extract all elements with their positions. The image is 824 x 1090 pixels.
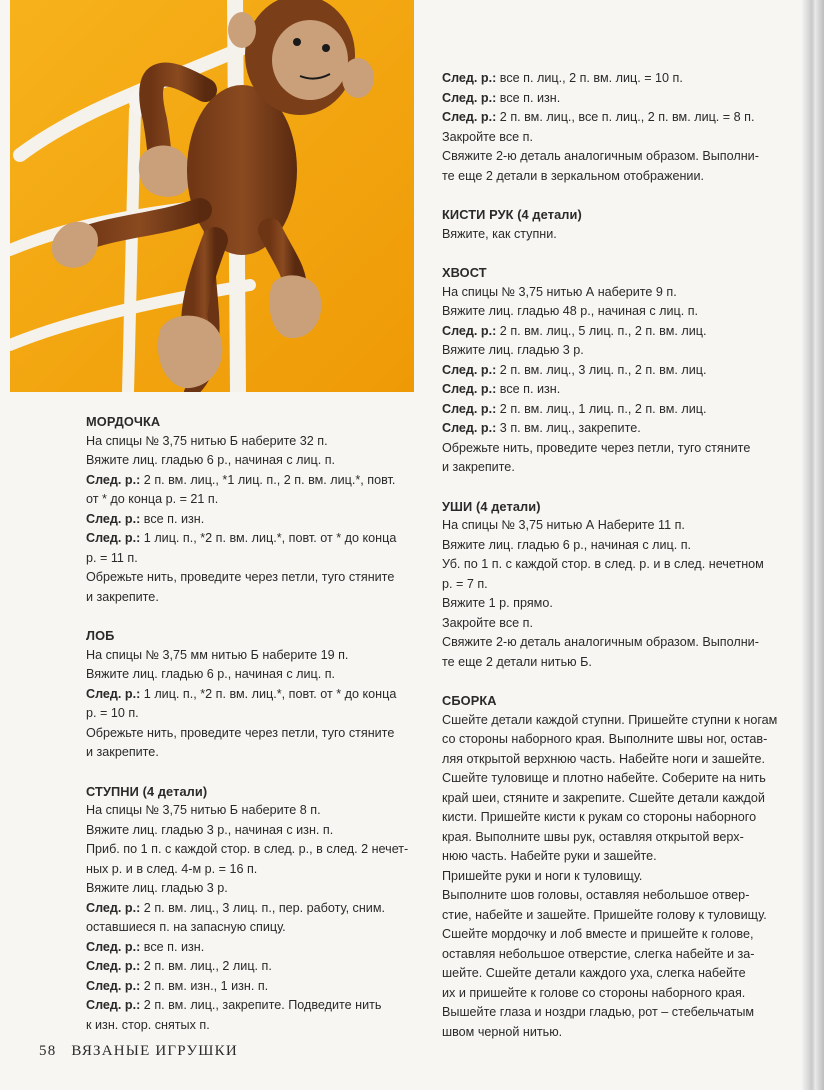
row-text: Свяжите 2-ю деталь аналогичным образом. Выполни- (442, 149, 759, 163)
row-text: р. = 10 п. (86, 706, 139, 720)
instruction-line (86, 432, 421, 452)
row-text: Закройте все п. (442, 129, 533, 144)
row-text: шейте. Сшейте детали каждого уха, слегка набейте (442, 966, 746, 980)
row-text: те еще 2 детали в зеркальном отображении. (442, 168, 704, 183)
row-text: На спицы № 3,75 нитью Б наберите 8 п. (86, 803, 321, 817)
instruction-line (86, 529, 421, 549)
row-text: Свяжите 2-ю деталь аналогичным образом. Выполни- (442, 635, 759, 649)
instruction-line (442, 653, 782, 673)
row-text: 2 п. вм. лиц., *1 лиц. п., 2 п. вм. лиц.*, повт. (140, 472, 396, 487)
row-text: ляя открытой верхнюю часть. Набейте ноги и зашейте. (442, 751, 765, 766)
instruction-line (86, 665, 421, 685)
instruction-line (442, 945, 782, 965)
row-text: со стороны наборного края. Выполните швы ног, остав- (442, 732, 768, 746)
row-text: 2 п. вм. лиц., все п. лиц., 2 п. вм. лиц. = 8 п. (496, 110, 755, 124)
row-text: 1 лиц. п., *2 п. вм. лиц.*, повт. от * до конца (140, 531, 397, 545)
row-text: кисти. Пришейте кисти к рукам со стороны наборного (442, 810, 757, 824)
instruction-line (442, 925, 782, 945)
row-text: Приб. по 1 п. с каждой стор. в след. р., в след. 2 нечет- (86, 842, 409, 856)
row-text: Вяжите 1 р. прямо. (442, 596, 553, 610)
section-heading: КИСТИ РУК (4 детали) (442, 207, 582, 222)
instruction-line (442, 167, 782, 187)
instruction-line (86, 510, 421, 530)
instruction-line (442, 322, 782, 342)
instruction-line (86, 588, 421, 608)
row-label: След. р.: (442, 382, 497, 396)
instruction-line (86, 568, 421, 588)
row-text: от * до конца р. = 21 п. (86, 492, 219, 506)
row-text: Вяжите лиц. гладью 3 р., начиная с изн. п. (86, 822, 334, 837)
row-text: Вяжите, как ступни. (442, 226, 557, 241)
row-text: все п. изн. (140, 511, 205, 526)
instruction-line (442, 964, 782, 984)
row-text: Закройте все п. (442, 615, 533, 630)
row-label: След. р.: (86, 531, 141, 545)
row-text: те еще 2 детали нитью Б. (442, 654, 592, 669)
instruction-line (442, 867, 782, 887)
section-heading: ЛОБ (86, 628, 115, 643)
row-text: швом черной нитью. (442, 1024, 563, 1039)
row-text: 3 п. вм. лиц., закрепите. (496, 421, 641, 435)
instruction-line (442, 419, 782, 439)
row-text: к изн. стор. снятых п. (86, 1017, 210, 1032)
row-text: На спицы № 3,75 нитью А наберите 9 п. (442, 284, 677, 299)
instruction-line (86, 938, 421, 958)
row-text: Обрежьте нить, проведите через петли, туго стяните (86, 570, 395, 584)
instruction-line (442, 614, 782, 634)
instruction-line (442, 283, 782, 303)
row-text: стие, набейте и зашейте. Пришейте голову к туловищу. (442, 907, 767, 922)
row-text: Вяжите лиц. гладью 6 р., начиная с лиц. п. (442, 537, 692, 552)
row-text: 2 п. вм. лиц., закрепите. Подведите нить (140, 998, 382, 1012)
instruction-line (86, 646, 421, 666)
instruction-section (442, 691, 782, 1042)
row-text: Обрежьте нить, проведите через петли, туго стяните (86, 725, 395, 740)
instruction-section (442, 497, 782, 673)
instruction-line (442, 147, 782, 167)
instruction-line (442, 789, 782, 809)
row-text: оставшиеся п. на запасную спицу. (86, 920, 286, 934)
instruction-section (442, 69, 782, 186)
instruction-line (442, 750, 782, 770)
row-label: След. р.: (86, 998, 141, 1012)
row-label: След. р.: (86, 472, 141, 487)
row-text: Сшейте мордочку и лоб вместе и пришейте к голове, (442, 927, 754, 941)
instruction-section (442, 263, 782, 478)
row-label: След. р.: (442, 110, 497, 124)
row-text: Вяжите лиц. гладью 6 р., начиная с лиц. п. (86, 667, 336, 681)
row-text: На спицы № 3,75 нитью А Наберите 11 п. (442, 518, 685, 532)
row-text: и закрепите. (442, 460, 515, 474)
row-label: След. р.: (442, 90, 497, 105)
section-heading: СБОРКА (442, 693, 497, 708)
instruction-line (86, 957, 421, 977)
instruction-line (86, 724, 421, 744)
row-text: Обрежьте нить, проведите через петли, туго стяните (442, 440, 751, 455)
instruction-line (442, 828, 782, 848)
instruction-section (442, 205, 782, 244)
row-label: След. р.: (442, 323, 497, 338)
row-text: все п. изн. (496, 382, 561, 396)
row-label: След. р.: (442, 71, 497, 85)
instruction-line (86, 879, 421, 899)
instruction-line (442, 847, 782, 867)
instruction-line (442, 341, 782, 361)
row-label: След. р.: (86, 978, 141, 993)
instruction-line (86, 840, 421, 860)
row-text: Пришейте руки и ноги к туловищу. (442, 868, 643, 883)
row-text: 2 п. вм. лиц., 3 лиц. п., 2 п. вм. лиц. (496, 362, 707, 377)
row-text: Вышейте глаза и ноздри гладью, рот – стебельчатым (442, 1005, 755, 1019)
instruction-line (442, 633, 782, 653)
right-column (442, 69, 782, 1061)
row-text: Сшейте туловище и плотно набейте. Соберите на нить (442, 771, 766, 785)
instruction-line (442, 439, 782, 459)
instruction-line (442, 225, 782, 245)
row-text: оставляя небольшое отверстие, слегка набейте и за- (442, 946, 755, 961)
row-text: р. = 7 п. (442, 576, 488, 591)
row-text: их и пришейте к голове со стороны наборного края. (442, 985, 746, 1000)
row-text: Вяжите лиц. гладью 6 р., начиная с лиц. п. (86, 453, 336, 467)
page-footer (39, 1043, 238, 1060)
row-label: След. р.: (86, 939, 141, 954)
row-text: и закрепите. (86, 589, 159, 604)
instruction-line (442, 984, 782, 1004)
instruction-section (86, 782, 421, 1036)
row-label: След. р.: (86, 686, 141, 701)
instruction-line (442, 361, 782, 381)
instruction-section (86, 626, 421, 763)
section-heading: УШИ (4 детали) (442, 498, 541, 514)
row-text: 2 п. вм. лиц., 3 лиц. п., пер. работу, сним. (140, 900, 386, 915)
instruction-line (442, 886, 782, 906)
monkey-photo (10, 0, 414, 392)
row-text: р. = 11 п. (86, 550, 138, 565)
row-text: край шеи, стяните и закрепите. Сшейте детали каждой (442, 790, 765, 805)
instruction-line (442, 536, 782, 556)
row-label: След. р.: (86, 900, 141, 915)
instruction-line (442, 1003, 782, 1023)
instruction-line (86, 1016, 421, 1036)
left-column (86, 412, 421, 1054)
instruction-line (86, 918, 421, 938)
page-number: 58 (39, 1043, 57, 1059)
row-text: Выполните шов головы, оставляя небольшое отвер- (442, 888, 750, 902)
instruction-line (442, 906, 782, 926)
instruction-line (442, 458, 782, 478)
section-heading: ХВОСТ (442, 265, 487, 280)
row-label: След. р.: (442, 362, 497, 377)
row-text: Уб. по 1 п. с каждой стор. в след. р. и в след. нечетном (442, 557, 764, 571)
instruction-section (86, 412, 421, 607)
instruction-line (86, 451, 421, 471)
row-text: На спицы № 3,75 нитью Б наберите 32 п. (86, 433, 328, 448)
row-text: 2 п. вм. лиц., 2 лиц. п. (140, 959, 272, 973)
instruction-line (86, 860, 421, 880)
row-label: След. р.: (442, 421, 497, 435)
instruction-line (86, 471, 421, 491)
instruction-line (86, 490, 421, 510)
instruction-line (442, 594, 782, 614)
instruction-line (86, 821, 421, 841)
instruction-line (442, 711, 782, 731)
instruction-line (442, 69, 782, 89)
row-label: След. р.: (86, 511, 141, 526)
row-text: 2 п. вм. лиц., 1 лиц. п., 2 п. вм. лиц. (496, 401, 707, 416)
row-text: Сшейте детали каждой ступни. Пришейте ступни к ногам (442, 712, 778, 727)
row-text: 1 лиц. п., *2 п. вм. лиц.*, повт. от * до конца (140, 686, 397, 701)
instruction-line (86, 996, 421, 1016)
book-title: ВЯЗАНЫЕ ИГРУШКИ (71, 1043, 238, 1059)
row-text: нюю часть. Набейте руки и зашейте. (442, 849, 657, 863)
instruction-line (442, 108, 782, 128)
instruction-line (442, 302, 782, 322)
row-text: все п. изн. (140, 939, 205, 954)
instruction-line (442, 575, 782, 595)
row-text: и закрепите. (86, 745, 159, 759)
row-text: ных р. и в след. 4-м р. = 16 п. (86, 861, 258, 876)
instruction-line (442, 769, 782, 789)
instruction-line (86, 743, 421, 763)
instruction-line (86, 801, 421, 821)
instruction-line (442, 516, 782, 536)
instruction-line (442, 128, 782, 148)
row-text: 2 п. вм. лиц., 5 лиц. п., 2 п. вм. лиц. (496, 323, 707, 338)
row-text: все п. изн. (496, 90, 561, 105)
instruction-line (442, 555, 782, 575)
section-heading: СТУПНИ (4 детали) (86, 783, 208, 799)
row-text: Вяжите лиц. гладью 3 р. (86, 881, 228, 895)
instruction-line (442, 380, 782, 400)
row-text: 2 п. вм. изн., 1 изн. п. (140, 978, 269, 993)
instruction-line (86, 685, 421, 705)
row-text: края. Выполните швы рук, оставляя открытой верх- (442, 829, 744, 844)
section-heading: МОРДОЧКА (86, 414, 161, 429)
row-text: все п. лиц., 2 п. вм. лиц. = 10 п. (496, 71, 683, 85)
instruction-line (442, 89, 782, 109)
instruction-line (86, 549, 421, 569)
row-text: На спицы № 3,75 мм нитью Б наберите 19 п. (86, 647, 349, 662)
instruction-line (86, 899, 421, 919)
instruction-line (86, 704, 421, 724)
row-text: Вяжите лиц. гладью 3 р. (442, 343, 584, 357)
instruction-line (442, 730, 782, 750)
instruction-line (442, 400, 782, 420)
row-label: След. р.: (442, 401, 497, 416)
instruction-line (442, 1023, 782, 1043)
row-text: Вяжите лиц. гладью 48 р., начиная с лиц. п. (442, 304, 699, 318)
instruction-line (86, 977, 421, 997)
page-edge (802, 0, 824, 1090)
row-label: След. р.: (86, 959, 141, 973)
instruction-line (442, 808, 782, 828)
